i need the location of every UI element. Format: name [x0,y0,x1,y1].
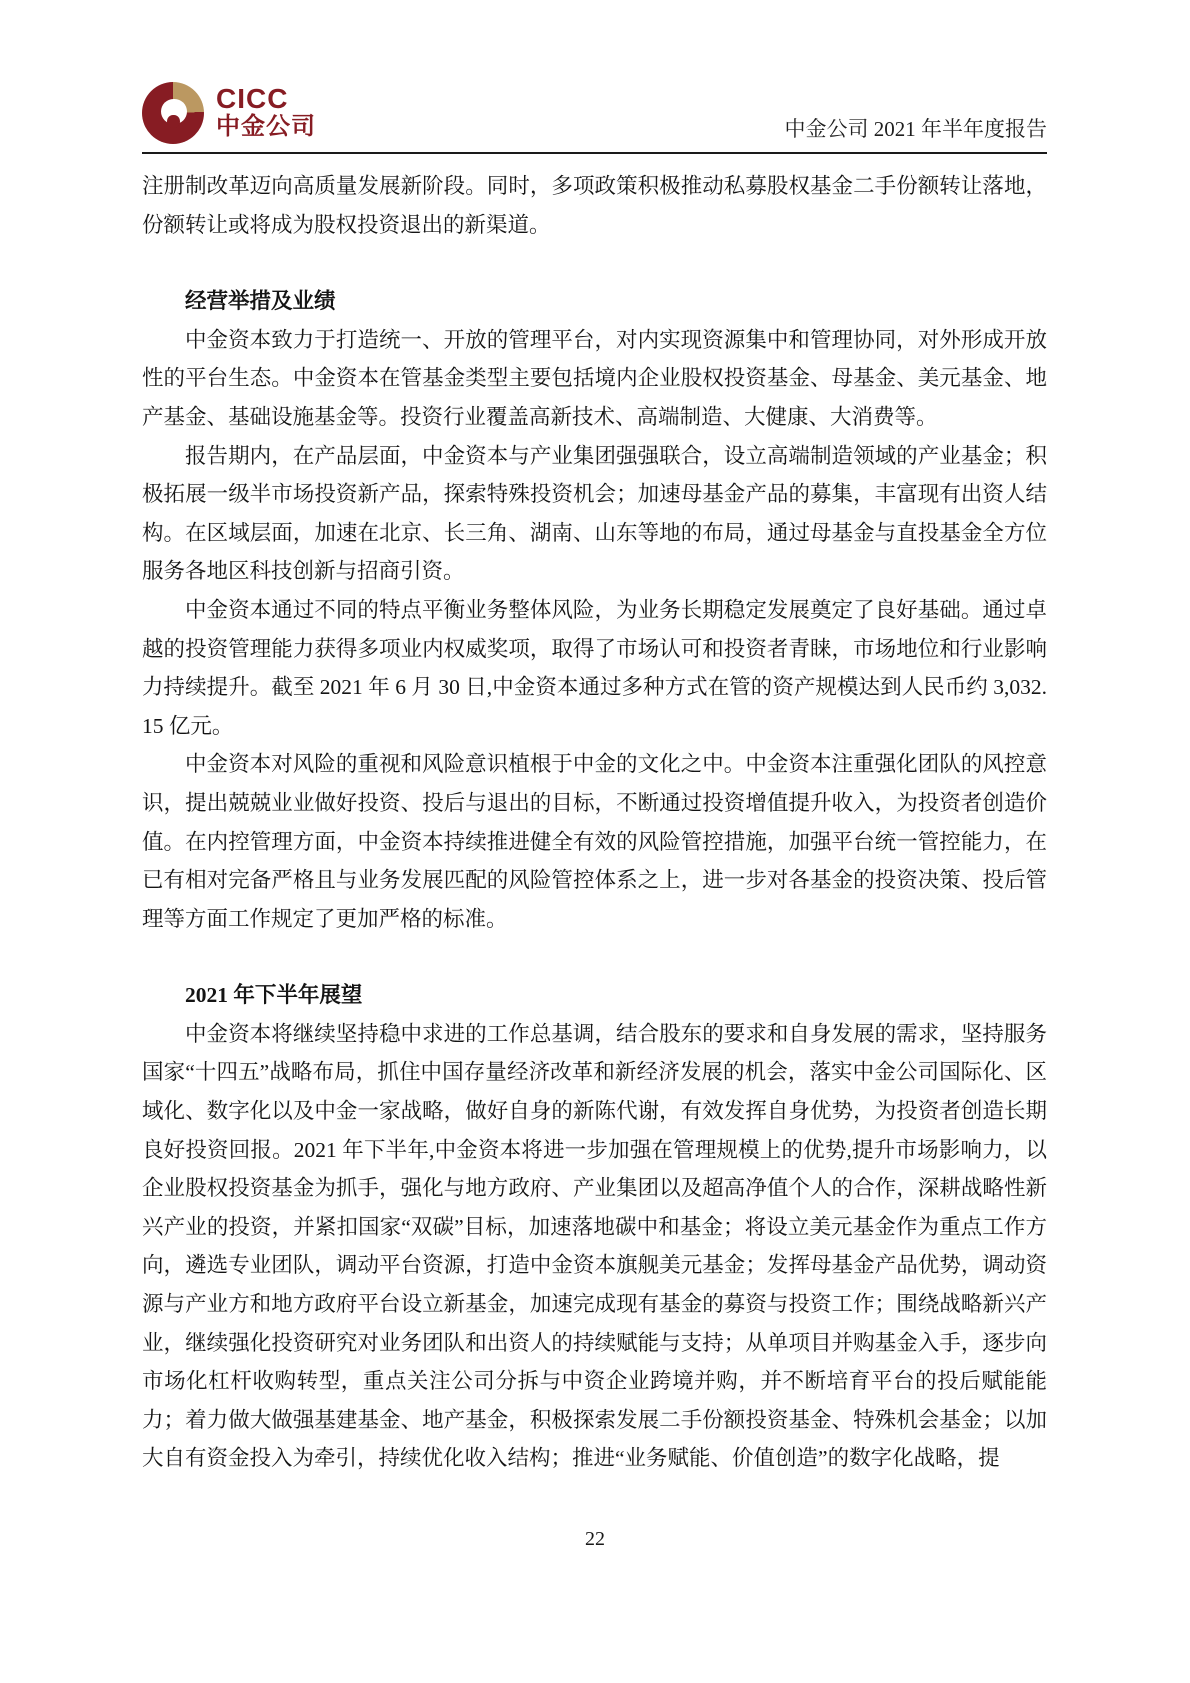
cicc-logo-mark-icon [142,82,204,144]
section-heading-outlook: 2021 年下半年展望 [185,983,363,1008]
logo-wordmark [216,85,316,141]
operations-paragraph-2: 报告期内，在产品层面，中金资本与产业集团强强联合，设立高端制造领域的产业基金；积极拓展一级半市场投资新产品，探索特殊投资机会；加速母基金产品的募集，丰富现有出资人结构。在区域层面，加速在北京、长三角、湖南、山东等地的布局，通过母基金与直投基金全方位服务各地区科技创新与招商引资。 [142,443,1047,584]
cicc-logo [142,82,316,144]
operations-paragraph-4: 中金资本对风险的重视和风险意识植根于中金的文化之中。中金资本注重强化团队的风控意识，提出兢兢业业做好投资、投后与退出的目标，不断通过投资增值提升收入，为投资者创造价值。在内控管理方面，中金资本持续推进健全有效的风险管控措施，加强平台统一管控能力，在已有相对完备严格且与业务发展匹配的风险管控体系之上，进一步对各基金的投资决策、投后管理等方面工作规定了更加严格的标准。 [142,752,1047,931]
section-heading-operations: 经营举措及业绩 [185,289,336,314]
logo-text-en: CICC [216,83,289,115]
logo-center-dot [167,115,179,129]
outlook-paragraph-1: 中金资本将继续坚持稳中求进的工作总基调，结合股东的要求和自身发展的需求，坚持服务国家“十四五”战略布局，抓住中国存量经济改革和新经济发展的机会，落实中金公司国际化、区域化、数字化以及中金一家战略，做好自身的新陈代谢，有效发挥自身优势，为投资者创造长期良好投资回报。2021 年下半年,中金资本将进一步加强在管理规模上的优势,提升市场影响力，以企业股权投资基金为抓手，强化与地方政府、产业集团以及超高净值个人的合作，深耕战略性新兴产业的投资，并紧扣国家“双碳”目标，加速落地碳中和基金；将设立美元基金作为重点工作方向，遴选专业团队，调动平台资源，打造中金资本旗舰美元基金；发挥母基金产品优势，调动资源与产业方和地方政府平台设立新基金，加速完成现有基金的募资与投资工作；围绕战略新兴产业，继续强化投资研究对业务团队和出资人的持续赋能与支持；从单项目并购基金入手，逐步向市场化杠杆收购转型，重点关注公司分拆与中资企业跨境并购，并不断培育平台的投后赋能能力；着力做大做强基建基金、地产基金，积极探索发展二手份额投资基金、特殊机会基金；以加大自有资金投入为牵引，持续优化收入结构；推进“业务赋能、价值创造”的数字化战略，提 [142,1021,1047,1471]
intro-paragraph: 注册制改革迈向高质量发展新阶段。同时，多项政策积极推动私募股权基金二手份额转让落地，份额转让或将成为股权投资退出的新渠道。 [142,174,1047,237]
document-body [142,167,1047,1478]
page-header [142,82,1047,154]
operations-paragraph-3: 中金资本通过不同的特点平衡业务整体风险，为业务长期稳定发展奠定了良好基础。通过卓越的投资管理能力获得多项业内权威奖项，取得了市场认可和投资者青睐，市场地位和行业影响力持续提升。截至 2021 年 6 月 30 日,中金资本通过多种方式在管的资产规模达到人民币约 3,032.15 亿元。 [142,597,1047,738]
page-number: 22 [585,1528,605,1550]
page-footer [0,1528,1190,1551]
report-title: 中金公司 2021 年半年度报告 [784,116,1047,141]
operations-paragraph-1: 中金资本致力于打造统一、开放的管理平台，对内实现资源集中和管理协同，对外形成开放性的平台生态。中金资本在管基金类型主要包括境内企业股权投资基金、母基金、美元基金、地产基金、基础设施基金等。投资行业覆盖高新技术、高端制造、大健康、大消费等。 [142,327,1047,429]
logo-text-zh: 中金公司 [216,113,316,141]
